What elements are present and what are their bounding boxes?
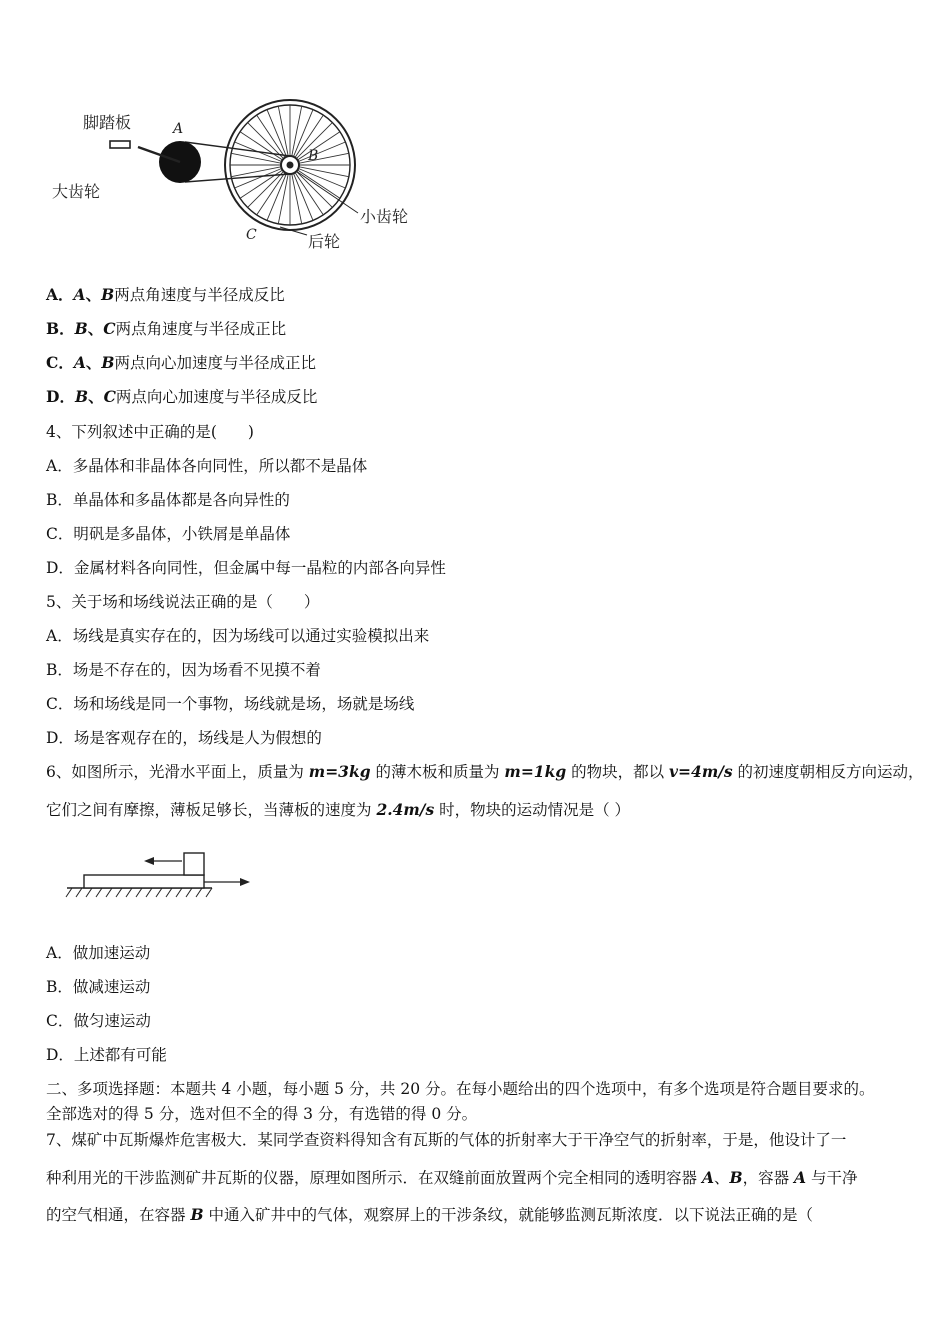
container-name: A — [794, 1168, 807, 1187]
formula: m=1kg — [504, 762, 567, 781]
q7-stem-line-2 — [46, 1168, 858, 1188]
q3-option-a — [46, 285, 285, 305]
stem-text: 种利用光的干涉监测矿井瓦斯的仪器，原理如图所示．在双缝前面放置两个完全相同的透明容器 — [46, 1169, 702, 1187]
label-small-gear: 小齿轮 — [360, 207, 409, 226]
option-letter: C． — [46, 353, 74, 372]
stem-text: 与干净 — [806, 1169, 858, 1187]
option-text: 两点角速度与半径成正比 — [115, 320, 287, 338]
q6-option-a: A．做加速运动 — [46, 944, 151, 962]
ground-hatching — [66, 888, 212, 897]
option-letter: D． — [46, 387, 75, 406]
label-point-c: C — [246, 227, 257, 243]
formula: m=3kg — [308, 762, 371, 781]
point-name: C — [103, 387, 116, 406]
formula: 2.4m/s — [376, 800, 435, 819]
block — [184, 853, 204, 875]
q6-stem-line-2 — [46, 800, 630, 820]
container-name: B — [729, 1168, 743, 1187]
stem-text: ，容器 — [742, 1169, 795, 1187]
q3-option-b — [46, 319, 286, 339]
q4-stem: 4、下列叙述中正确的是( ) — [46, 423, 254, 441]
separator: 、 — [85, 353, 102, 372]
container-name: B — [190, 1205, 204, 1224]
stem-text: 中通入矿井中的气体，观察屏上的干涉条纹，就能够监测瓦斯浓度．以下说法正确的是（ — [203, 1206, 813, 1224]
q4-option-c: C．明矾是多晶体，小铁屑是单晶体 — [46, 525, 291, 543]
pedal — [110, 141, 130, 148]
option-text: 两点向心加速度与半径成反比 — [115, 388, 318, 406]
point-name: B — [101, 353, 115, 372]
q5-option-a: A．场线是真实存在的，因为场线可以通过实验模拟出来 — [46, 627, 430, 645]
separator: 、 — [88, 387, 104, 406]
q6-option-d: D．上述都有可能 — [46, 1046, 167, 1064]
q5-stem: 5、关于场和场线说法正确的是（ ） — [46, 593, 320, 611]
board-block-figure — [62, 845, 262, 910]
option-letter: A． — [46, 285, 74, 304]
point-name: B — [74, 319, 88, 338]
container-name: A — [701, 1168, 714, 1187]
bicycle-gear-figure — [40, 95, 440, 260]
wooden-board — [84, 875, 204, 888]
q4-option-b: B．单晶体和多晶体都是各向异性的 — [46, 491, 290, 509]
point-name: A — [73, 353, 86, 372]
separator: 、 — [713, 1169, 730, 1187]
label-point-a: A — [173, 121, 184, 137]
board-arrow-head — [240, 878, 250, 886]
section2-heading-line-2: 全部选对的得 5 分，选对但不全的得 3 分，有选错的得 0 分。 — [46, 1105, 478, 1123]
formula: v=4m/s — [669, 762, 733, 781]
stem-text: 的物块，都以 — [566, 763, 670, 781]
block-arrow-head — [144, 857, 154, 865]
stem-text: 的薄木板和质量为 — [370, 763, 505, 781]
q3-option-d — [46, 387, 317, 407]
label-point-b: B — [308, 148, 319, 164]
q6-option-b: B．做减速运动 — [46, 978, 151, 996]
point-name: C — [103, 319, 116, 338]
q4-option-d: D．金属材料各向同性，但金属中每一晶粒的内部各向异性 — [46, 559, 446, 577]
stem-text: 它们之间有摩擦，薄板足够长，当薄板的速度为 — [46, 801, 377, 819]
q5-option-b: B．场是不存在的，因为场看不见摸不着 — [46, 661, 321, 679]
separator: 、 — [85, 285, 102, 304]
stem-text: 的空气相通，在容器 — [46, 1206, 191, 1224]
q6-stem-line-1 — [46, 762, 924, 782]
point-name: B — [74, 387, 89, 406]
q4-option-a: A．多晶体和非晶体各向同性，所以都不是晶体 — [46, 457, 368, 475]
option-text: 两点向心加速度与半径成正比 — [114, 354, 317, 372]
q5-option-d: D．场是客观存在的，场线是人为假想的 — [46, 729, 322, 747]
q3-option-c — [46, 353, 316, 373]
label-pedal: 脚踏板 — [83, 113, 132, 132]
q7-stem-line-1: 7、煤矿中瓦斯爆炸危害极大．某同学查资料得知含有瓦斯的气体的折射率大于干净空气的折射率，于是，他设计了一 — [46, 1131, 847, 1149]
stem-text: 的初速度朝相反方向运动， — [732, 763, 924, 781]
q5-option-c: C．场和场线是同一个事物，场线就是场，场就是场线 — [46, 695, 415, 713]
q6-option-c: C．做匀速运动 — [46, 1012, 151, 1030]
option-text: 两点角速度与半径成反比 — [114, 286, 285, 304]
hub-center — [287, 162, 294, 169]
separator: 、 — [87, 319, 104, 338]
point-name: A — [73, 285, 86, 304]
label-rear-wheel: 后轮 — [308, 232, 341, 251]
option-letter: B． — [46, 319, 75, 338]
stem-text: 时，物块的运动情况是（ ） — [434, 801, 631, 819]
stem-text: 6、如图所示，光滑水平面上，质量为 — [46, 763, 309, 781]
q7-stem-line-3 — [46, 1205, 813, 1225]
label-big-gear: 大齿轮 — [52, 182, 101, 201]
section2-heading-line-1: 二、多项选择题：本题共 4 小题，每小题 5 分，共 20 分。在每小题给出的四个选项中，有多个选项是符合题目要求的。 — [46, 1080, 875, 1098]
point-name: B — [101, 285, 115, 304]
